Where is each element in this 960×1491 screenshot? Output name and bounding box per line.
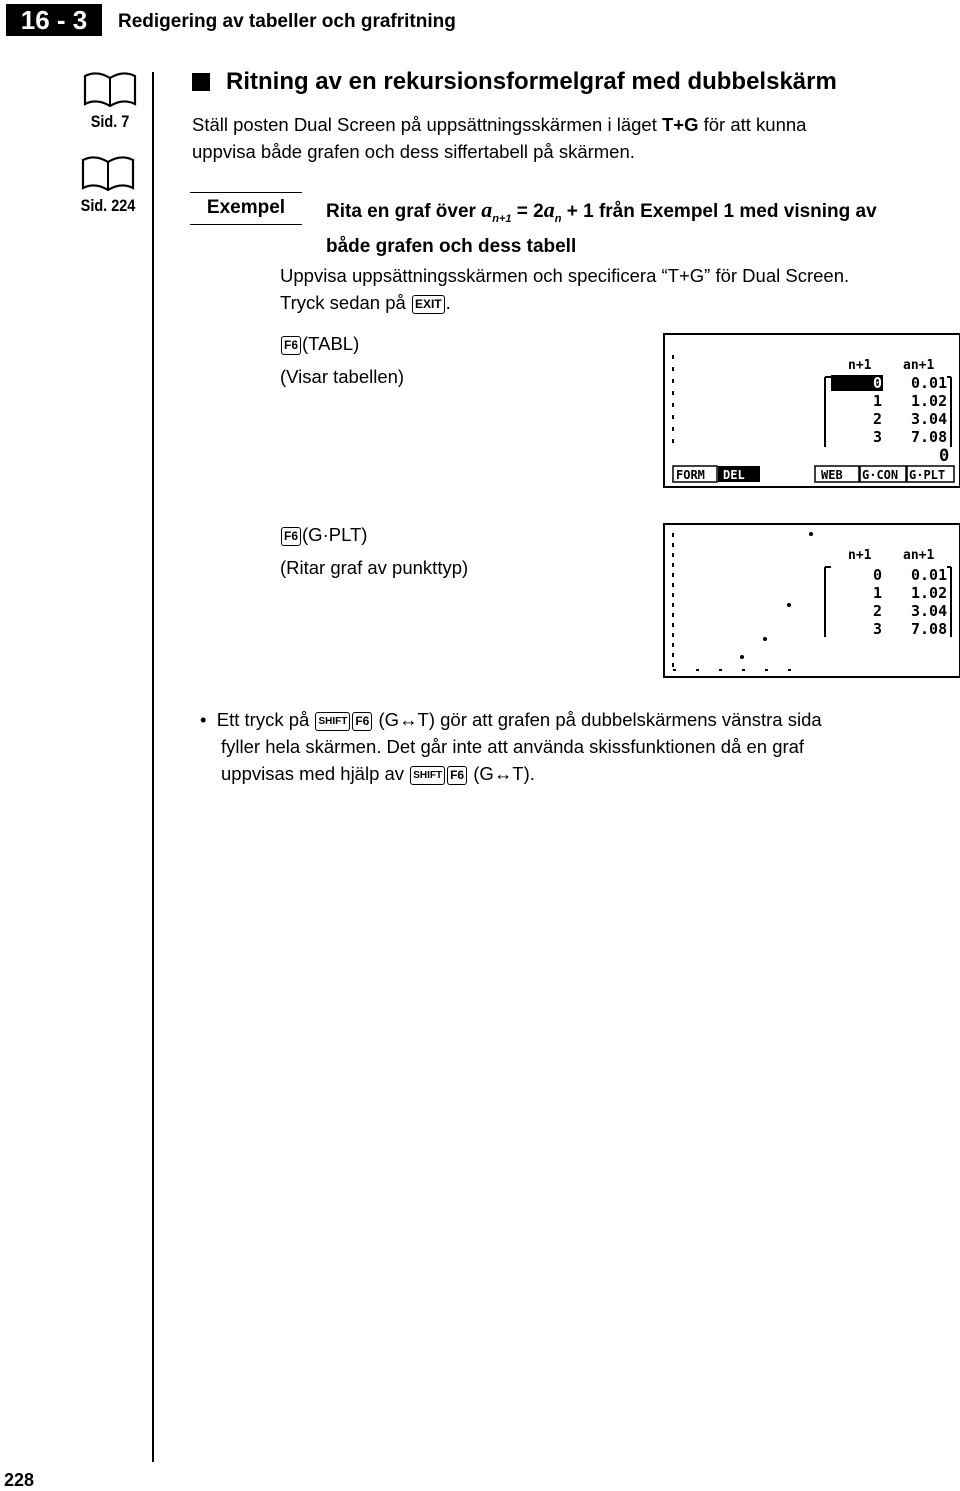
subsection-heading — [192, 68, 837, 96]
note-text: Ett tryck på — [216, 709, 310, 730]
variable-a: a — [543, 197, 555, 222]
table-cell-a: 7.08 — [911, 620, 948, 638]
menu-del[interactable]: DEL — [723, 468, 745, 482]
table-cell-a: 7.08 — [911, 428, 948, 446]
screen-display — [665, 525, 959, 676]
table-cell-n: 1 — [873, 392, 883, 410]
input-line-value: 0 — [939, 446, 950, 466]
step-3 — [280, 521, 468, 581]
col-header-n: n+1 — [848, 358, 872, 373]
graph-point — [763, 637, 767, 641]
page-reference-label: Sid. 224 — [80, 196, 136, 215]
variable-a: a — [481, 197, 493, 222]
shift-key[interactable]: SHIFT — [410, 766, 445, 785]
f6-key[interactable]: F6 — [447, 766, 467, 785]
graph-point — [740, 655, 744, 659]
table-cell-n: 0 — [873, 374, 883, 392]
square-bullet-icon — [192, 73, 210, 91]
col-header-a: an+1 — [903, 358, 935, 373]
example-label: Exempel — [190, 192, 302, 225]
intro-paragraph — [192, 111, 932, 165]
step-description: (Visar tabellen) — [280, 366, 405, 387]
table-cell-n: 1 — [873, 584, 883, 602]
example-text-part: både grafen och dess tabell — [326, 235, 577, 257]
step-text: . — [445, 292, 451, 313]
col-header-a: an+1 — [903, 548, 935, 563]
table-cell-a: 0.01 — [911, 374, 948, 392]
book-icon — [81, 70, 139, 110]
f6-key[interactable]: F6 — [352, 712, 372, 731]
step-text: Tryck sedan på — [280, 292, 406, 313]
note-bullet — [200, 706, 940, 787]
step-description: (Ritar graf av punkttyp) — [280, 557, 469, 578]
example-text-part: + 1 från Exempel 1 med visning av — [561, 201, 877, 222]
f6-key[interactable]: F6 — [281, 527, 301, 546]
step-text: Uppvisa uppsättningsskärmen och specificera “T+G” för Dual Screen. — [280, 265, 850, 286]
table-cell-a: 1.02 — [911, 584, 948, 602]
section-title: Redigering av tabeller och grafritning — [118, 11, 456, 32]
table-cell-a: 3.04 — [911, 410, 948, 428]
menu-web[interactable]: WEB — [821, 468, 843, 482]
table-cell-n: 2 — [873, 410, 883, 428]
note-text: (G↔T) gör att grafen på dubbelskärmens vänstra sida — [378, 709, 822, 730]
step-2 — [280, 330, 404, 390]
page-reference-1[interactable] — [70, 70, 150, 132]
table-cell-n: 3 — [873, 620, 883, 638]
example-text — [326, 196, 946, 260]
menu-gplt[interactable]: G·PLT — [909, 468, 946, 482]
margin-divider — [152, 72, 154, 1462]
note-text: uppvisas med hjälp av — [221, 763, 405, 784]
screen-display — [665, 335, 959, 486]
table-cell-a: 1.02 — [911, 392, 948, 410]
f6-key[interactable]: F6 — [281, 336, 301, 355]
shift-key[interactable]: SHIFT — [315, 712, 350, 731]
step-function-label: (G·PLT) — [302, 524, 368, 545]
mode-name: T+G — [661, 114, 699, 135]
col-header-n: n+1 — [848, 548, 872, 563]
intro-text: för att kunna — [698, 114, 807, 135]
menu-form[interactable]: FORM — [676, 468, 705, 482]
note-text: (G↔T). — [473, 763, 535, 784]
calculator-screen-graph — [663, 523, 960, 678]
subsection-heading-text: Ritning av en rekursionsformelgraf med dubbelskärm — [226, 68, 837, 95]
table-cell-a: 3.04 — [911, 602, 948, 620]
example-text-part: Rita en graf över — [326, 201, 482, 222]
intro-text: uppvisa både grafen och dess siffertabell på skärmen. — [192, 141, 635, 162]
bullet-icon: • — [200, 709, 207, 730]
calculator-screen-table — [663, 333, 960, 488]
example-text-part: = 2 — [511, 201, 544, 222]
page-reference-2[interactable] — [68, 154, 148, 216]
intro-text: Ställ posten Dual Screen på uppsättningsskärmen i läget — [192, 114, 662, 135]
table-cell-n: 3 — [873, 428, 883, 446]
graph-point — [787, 603, 791, 607]
step-function-label: (TABL) — [302, 333, 360, 354]
page-number: 228 — [4, 1470, 35, 1490]
section-number-badge: 16 - 3 — [6, 4, 102, 36]
table-cell-n: 2 — [873, 602, 883, 620]
book-icon — [79, 154, 137, 194]
step-1 — [280, 262, 950, 316]
subscript: n+1 — [492, 212, 512, 225]
table-cell-a: 0.01 — [911, 566, 948, 584]
note-text: fyller hela skärmen. Det går inte att använda skissfunktionen då en graf — [221, 736, 805, 757]
subscript: n — [554, 212, 562, 225]
menu-gcon[interactable]: G·CON — [862, 468, 899, 482]
table-cell-n: 0 — [873, 566, 883, 584]
graph-point — [809, 532, 813, 536]
page-reference-label: Sid. 7 — [90, 112, 130, 131]
exit-key[interactable]: EXIT — [412, 295, 445, 314]
